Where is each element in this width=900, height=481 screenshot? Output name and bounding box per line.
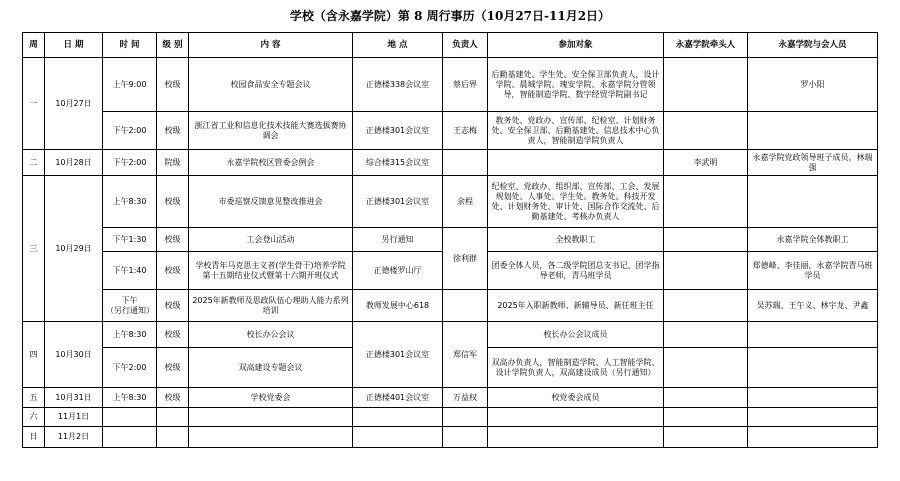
place-cell: 教师发展中心618 [353,290,443,322]
date-cell: 10月31日 [45,388,103,408]
empty-cell [353,408,443,427]
place-cell: 正德楼401会议室 [353,388,443,408]
yj-members-cell [748,112,878,150]
time-cell [103,290,157,322]
col-header-person: 负责人 [443,33,488,58]
table-row [23,427,878,448]
col-header-yj-lead: 永嘉学院牵头人 [664,33,748,58]
week-cell: 六 [23,408,45,427]
level-cell: 校级 [157,348,189,388]
time-cell: 下午2:00 [103,112,157,150]
attendees-cell: 2025年入职新教师、新辅导员、新任班主任 [488,290,664,322]
col-header-attendees: 参加对象 [488,33,664,58]
date-cell: 11月2日 [45,427,103,448]
attendees-cell: 全校教职工 [488,228,664,252]
level-cell: 校级 [157,290,189,322]
attendees-cell: 双高办负责人，智能制造学院、人工智能学院、设计学院负责人，双高建设成员（另行通知） [488,348,664,388]
level-cell: 院级 [157,150,189,176]
empty-cell [353,427,443,448]
page-title: 学校（含永嘉学院）第 8 周行事历（10月27日-11月2日） [289,9,611,23]
yj-lead-cell [664,322,748,348]
attendees-cell: 校长办公会议成员 [488,322,664,348]
col-header-time: 时 间 [103,33,157,58]
schedule-table [22,32,878,448]
empty-cell [103,427,157,448]
content-cell: 学校党委会 [189,388,353,408]
table-row [23,150,878,176]
date-cell: 10月29日 [45,176,103,322]
place-cell: 正德楼301会议室 [353,176,443,228]
date-cell: 10月28日 [45,150,103,176]
time-cell: 上午9:00 [103,58,157,112]
level-cell: 校级 [157,112,189,150]
yj-lead-cell [664,228,748,252]
content-cell: 学校青年马克思主义者(学生骨干)培养学院第十五期结业仪式暨第十六期开班仪式 [189,252,353,290]
yj-members-cell [748,176,878,228]
yj-members-cell: 郑德峰、李佳丽，永嘉学院青马班学员 [748,252,878,290]
person-cell: 蔡后界 [443,58,488,112]
yj-lead-cell [664,252,748,290]
week-cell: 日 [23,427,45,448]
yj-members-cell [748,348,878,388]
yj-lead-cell [664,348,748,388]
person-cell: 郑信军 [443,322,488,388]
header-row [23,33,878,58]
table-row [23,228,878,252]
content-cell: 浙江省工业和信息化技术技能大赛选拔赛协调会 [189,112,353,150]
empty-cell [664,408,748,427]
table-row [23,176,878,228]
yj-lead-cell [664,58,748,112]
week-cell: 四 [23,322,45,388]
attendees-cell: 校党委会成员 [488,388,664,408]
empty-cell [488,427,664,448]
empty-cell [748,408,878,427]
table-row [23,290,878,322]
date-cell: 10月27日 [45,58,103,150]
place-cell: 正德楼301会议室 [353,322,443,388]
time-text: 下午 [121,295,138,305]
yj-members-cell [748,388,878,408]
content-cell: 工会登山活动 [189,228,353,252]
content-cell: 双高建设专题会议 [189,348,353,388]
level-cell: 校级 [157,322,189,348]
time-cell: 上午8:30 [103,176,157,228]
table-row [23,58,878,112]
person-cell: 余程 [443,176,488,228]
yj-members-cell: 永嘉学院党政领导班子成员，林瑞强 [748,150,878,176]
yj-members-cell: 永嘉学院全体教职工 [748,228,878,252]
empty-cell [157,408,189,427]
col-header-yj-members: 永嘉学院与会人员 [748,33,878,58]
person-cell [443,150,488,176]
table-row [23,322,878,348]
empty-cell [443,408,488,427]
week-cell: 二 [23,150,45,176]
col-header-content: 内 容 [189,33,353,58]
place-cell: 综合楼315会议室 [353,150,443,176]
empty-cell [748,427,878,448]
yj-members-cell: 吴苏瑞、王午义、林宇龙、尹鑫 [748,290,878,322]
empty-cell [664,427,748,448]
time-cell: 下午2:00 [103,150,157,176]
level-cell: 校级 [157,58,189,112]
content-cell: 市委巡察反馈意见整改推进会 [189,176,353,228]
empty-cell [157,427,189,448]
content-cell: 校长办公会议 [189,322,353,348]
time-cell: 下午2:00 [103,348,157,388]
yj-lead-cell [664,388,748,408]
yj-lead-cell [664,290,748,322]
attendees-cell [488,150,664,176]
person-cell: 万益权 [443,388,488,408]
week-cell: 一 [23,58,45,150]
empty-cell [488,408,664,427]
col-header-level: 级 别 [157,33,189,58]
attendees-cell: 纪检室、党政办、组织部、宣传部、工会、发展规划处、人事处、学生处、教务处、科技开发处、计划财务处、审计处、国际合作交流处、后勤基建处、考核办负责人 [488,176,664,228]
time-cell: 上午8:30 [103,388,157,408]
yj-lead-cell: 李武明 [664,150,748,176]
yj-lead-cell [664,112,748,150]
yj-members-cell [748,322,878,348]
empty-cell [189,427,353,448]
person-cell: 王志梅 [443,112,488,150]
col-header-place: 地 点 [353,33,443,58]
col-header-date: 日 期 [45,33,103,58]
place-cell: 正德楼罗山厅 [353,252,443,290]
table-row [23,408,878,427]
yj-lead-cell [664,176,748,228]
time-cell: 下午1:30 [103,228,157,252]
attendees-cell: 团委全体人员，各二级学院团总支书记、团学指导老师，青马班学员 [488,252,664,290]
place-cell: 正德楼338会议室 [353,58,443,112]
table-row [23,112,878,150]
content-cell: 永嘉学院校区管委会例会 [189,150,353,176]
date-cell: 10月30日 [45,322,103,388]
content-cell: 校园食品安全专题会议 [189,58,353,112]
yj-members-cell: 罗小阳 [748,58,878,112]
empty-cell [189,408,353,427]
time-note: （另行通知） [106,305,154,315]
place-cell: 正德楼301会议室 [353,112,443,150]
empty-cell [443,427,488,448]
place-cell: 另行通知 [353,228,443,252]
week-cell: 三 [23,176,45,322]
attendees-cell: 后勤基建处、学生处、安全保卫部负责人，设计学院、晨城学院、瑰安学院、永嘉学院分管领导，智能制造学院、数字经贸学院副书记 [488,58,664,112]
level-cell: 校级 [157,176,189,228]
level-cell: 校级 [157,388,189,408]
content-cell: 2025年新教师及思政队伍心理助人能力系列培训 [189,290,353,322]
attendees-cell: 教务处、党政办、宣传部、纪检室、计划财务处、安全保卫部、后勤基建处、信息技术中心负责人，智能制造学院负责人 [488,112,664,150]
empty-cell [103,408,157,427]
person-cell [443,290,488,322]
time-cell: 上午8:30 [103,322,157,348]
person-cell: 徐利群 [443,228,488,290]
date-cell: 11月1日 [45,408,103,427]
level-cell: 校级 [157,228,189,252]
level-cell: 校级 [157,252,189,290]
col-header-week: 周 [23,33,45,58]
week-cell: 五 [23,388,45,408]
time-cell: 下午1:40 [103,252,157,290]
table-row [23,388,878,408]
